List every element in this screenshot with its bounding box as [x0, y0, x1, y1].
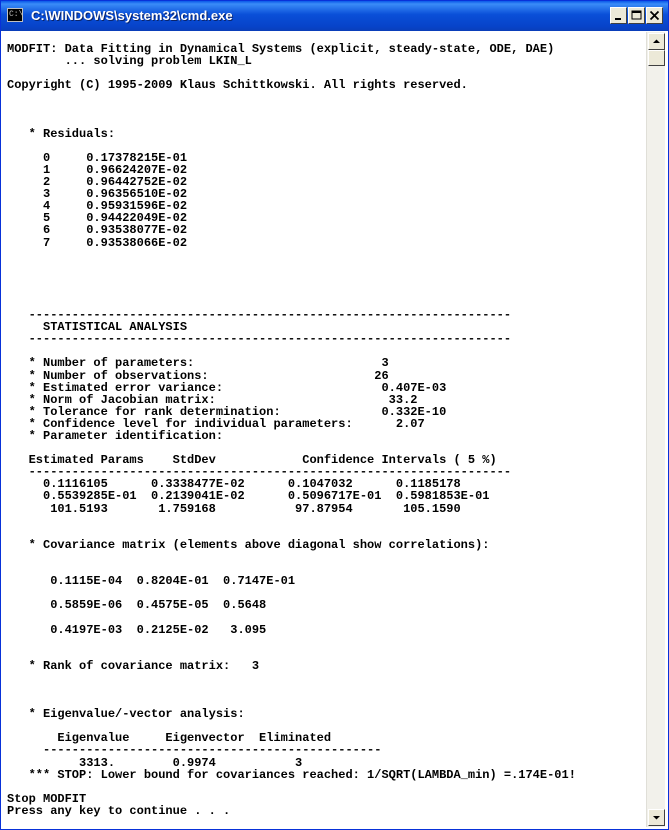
close-icon: [647, 8, 662, 23]
maximize-button[interactable]: [628, 7, 645, 24]
scroll-up-button[interactable]: [648, 33, 665, 50]
cmd-icon[interactable]: C:\: [7, 8, 23, 22]
arrow-up-icon: [649, 34, 664, 49]
console-output[interactable]: [3, 32, 646, 827]
scroll-thumb[interactable]: [648, 50, 665, 66]
maximize-icon: [629, 8, 644, 23]
arrow-down-icon: [649, 810, 664, 825]
console-text: MODFIT: Data Fitting in Dynamical Systems (explicit, steady-state, ODE, DAE) ... solving problem LKIN_L Copyright (C) 1995-2009 Klaus Schittkowski. All rights reserved. * Residuals: 0 0.17378215E-01 1 0.96624207E-02 2 0.96442752E-02 3 0.96356510E-02 4 0.95931596E-02 5 0.94422049E-02 6 0.93538077E-02 7 0.93538066E-02 ------------------------------------------------------------------- STATISTICAL ANALYSIS ------------------------------------------------------------------- * Number of parameters: 3 * Number of observations: 26 * Estimated error variance: 0.407E-03 * Norm of Jacobian matrix: 33.2 * Tolerance for rank determination: 0.332E-10 * Confidence level for individual parameters: 2.07 * Parameter identification: Estimated Params StdDev Confidence Intervals ( 5 %) ------------------------------------------------------------------- 0.1116105 0.3338477E-02 0.1047032 0.1185178 0.5539285E-01 0.2139041E-02 0.5096717E-01 0.5981853E-01 101.5193 1.759168 97.87954 105.1590 * Covariance matrix (elements above diagonal show correlations): 0.1115E-04 0.8204E-01 0.7147E-01 0.5859E-06 0.4575E-05 0.5648 0.4197E-03 0.2125E-02 3.095 * Rank of covariance matrix: 3 * Eigenvalue/-vector analysis: Eigenvalue Eigenvector Eliminated ----------------------------------------------- 3313. 0.9974 3 *** STOP: Lower bound for covariances reached: 1/SQRT(LAMBDA_min) =.174E-01! Stop MODFIT Press any key to continue . . .: [7, 42, 576, 818]
window-title: C:\WINDOWS\system32\cmd.exe: [31, 8, 233, 23]
minimize-button[interactable]: [610, 7, 627, 24]
minimize-icon: [611, 8, 626, 23]
vertical-scrollbar[interactable]: [646, 32, 665, 827]
title-bar[interactable]: [1, 1, 668, 31]
scroll-down-button[interactable]: [648, 809, 665, 826]
close-button[interactable]: [646, 7, 663, 24]
